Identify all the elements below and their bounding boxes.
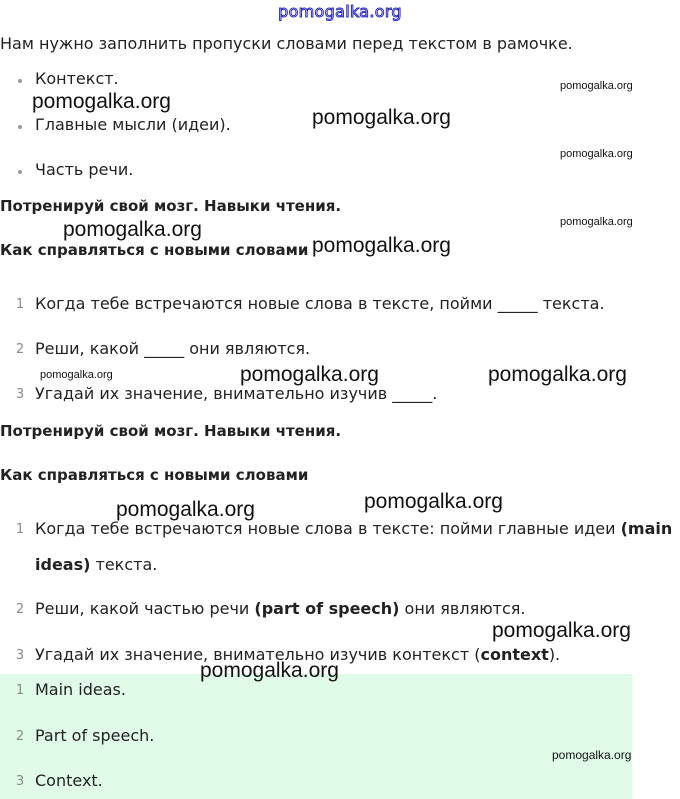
bullet-icon	[18, 125, 22, 129]
bullet-icon	[18, 170, 22, 174]
item-number: 1	[15, 683, 25, 698]
watermark: pomogalka.org	[488, 363, 627, 386]
item-number: 2	[15, 602, 25, 617]
solution-item-continued	[35, 555, 157, 575]
answer-box	[0, 674, 632, 799]
solution-text: Реши, какой частью речи	[35, 599, 255, 618]
item-number: 3	[15, 387, 25, 402]
watermark: pomogalka.org	[560, 216, 633, 228]
word-list-item: Контекст.	[35, 69, 119, 88]
item-number: 1	[15, 522, 25, 537]
solution-text: текста.	[90, 555, 158, 574]
solution-title: Потренируй свой мозг. Навыки чтения.	[0, 422, 342, 440]
watermark-header: pomogalka.org	[278, 2, 402, 21]
solution-english-term: (part of speech)	[254, 599, 400, 618]
word-list-item: Главные мысли (идеи).	[35, 115, 231, 134]
answer-item: Main ideas.	[35, 680, 126, 699]
task-item: Угадай их значение, внимательно изучив _____.	[35, 384, 438, 403]
watermark: pomogalka.org	[40, 369, 113, 381]
solution-text: Когда тебе встречаются новые слова в тексте: пойми главные идеи	[35, 519, 621, 538]
word-list-item: Часть речи.	[35, 160, 134, 179]
watermark: pomogalka.org	[560, 148, 633, 160]
solution-text: они являются.	[399, 599, 526, 618]
solution-item	[35, 519, 672, 539]
answer-item: Context.	[35, 771, 103, 790]
watermark: pomogalka.org	[32, 90, 171, 113]
solution-text: ).	[548, 645, 561, 664]
item-number: 1	[15, 297, 25, 312]
solution-english-term: context	[480, 645, 549, 664]
solution-subtitle: Как справляться с новыми словами	[0, 466, 309, 484]
item-number: 3	[15, 774, 25, 789]
bullet-icon	[18, 79, 22, 83]
solution-english-term: ideas)	[35, 555, 91, 574]
watermark: pomogalka.org	[240, 363, 379, 386]
task-subtitle: Как справляться с новыми словами	[0, 241, 309, 259]
watermark: pomogalka.org	[200, 659, 339, 682]
item-number: 2	[15, 342, 25, 357]
solution-text: Угадай их значение, внимательно изучив контекст (	[35, 645, 481, 664]
solution-item	[35, 599, 526, 619]
task-item: Реши, какой _____ они являются.	[35, 339, 311, 358]
watermark: pomogalka.org	[312, 234, 451, 257]
watermark: pomogalka.org	[492, 619, 631, 642]
task-title: Потренируй свой мозг. Навыки чтения.	[0, 197, 342, 215]
task-item: Когда тебе встречаются новые слова в тексте, пойми _____ текста.	[35, 294, 605, 313]
answer-item: Part of speech.	[35, 726, 155, 745]
watermark: pomogalka.org	[364, 490, 503, 513]
watermark: pomogalka.org	[560, 80, 633, 92]
watermark: pomogalka.org	[63, 218, 202, 241]
item-number: 3	[15, 648, 25, 663]
intro-text: Нам нужно заполнить пропуски словами перед текстом в рамочке.	[0, 34, 573, 53]
item-number: 2	[15, 729, 25, 744]
watermark: pomogalka.org	[552, 748, 632, 762]
watermark: pomogalka.org	[116, 498, 255, 521]
watermark: pomogalka.org	[312, 106, 451, 129]
solution-english-term: (main	[620, 519, 673, 538]
